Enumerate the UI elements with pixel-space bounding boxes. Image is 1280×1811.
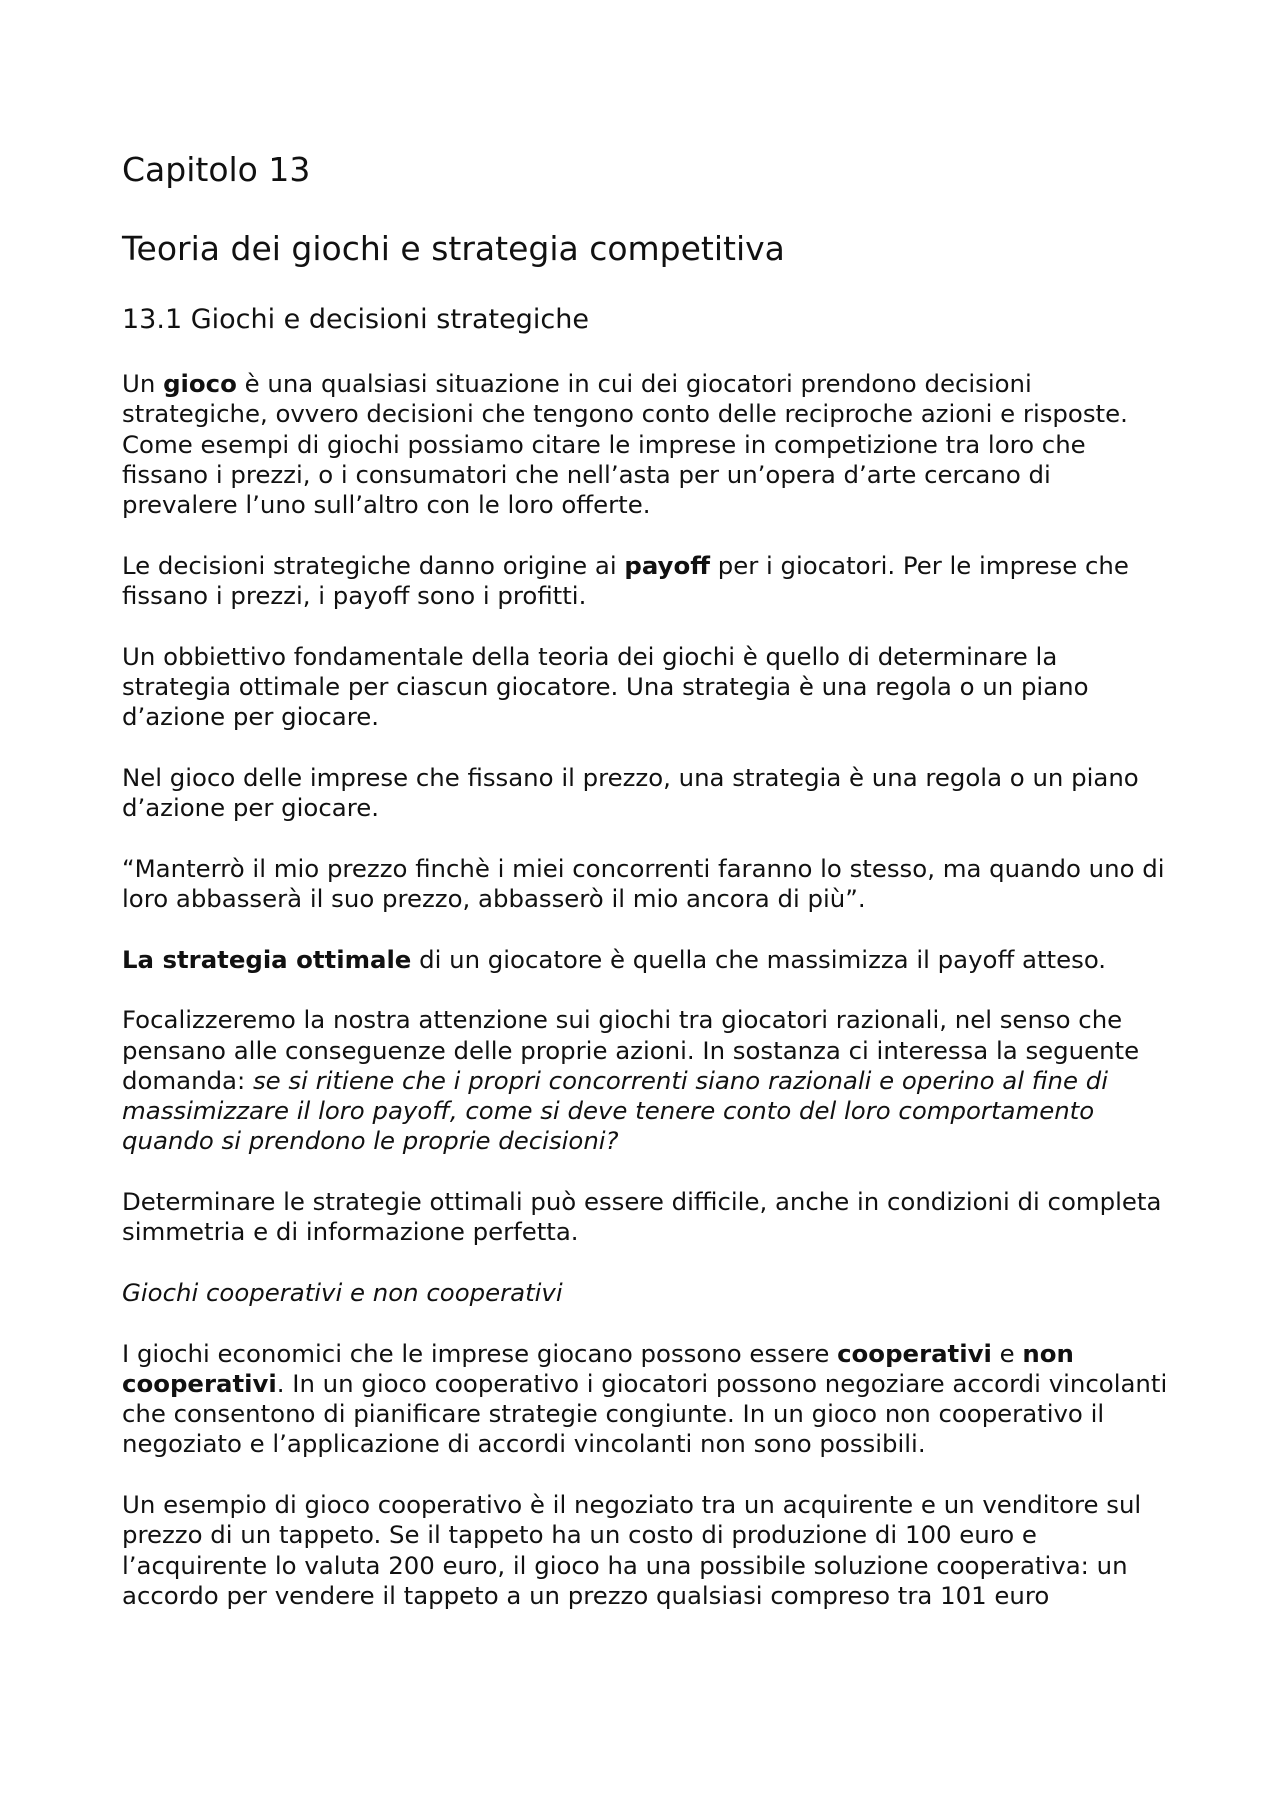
chapter-label: Capitolo 13 [122, 150, 311, 189]
paragraph-4: Nel gioco delle imprese che fissano il prezzo, una strategia è una regola o un piano d’azione per giocare. [122, 762, 1139, 823]
chapter-title: Teoria dei giochi e strategia competitiva [122, 229, 785, 268]
quote-paragraph: “Manterrò il mio prezzo finchè i miei concorrenti faranno lo stesso, ma quando uno di loro abbasserà il suo prezzo, abbasserò il mio ancora di più”. [122, 853, 1165, 914]
paragraph-1: Un gioco è una qualsiasi situazione in cui dei giocatori prendono decisioni strategiche, ovvero decisioni che tengono conto delle reciproche azioni e risposte. Come esempi di giochi possiamo citare le imprese in competizione tra loro che fissano i prezzi, o i consumatori che nell’asta per un’opera d’arte cercano di prevalere l’uno sull’altro con le loro offerte. [122, 369, 1128, 520]
term-non-cooperativi: non cooperativi [122, 1338, 1074, 1398]
term-gioco: gioco [163, 369, 237, 398]
document-body [122, 369, 1174, 1611]
paragraph-2: Le decisioni strategiche danno origine ai payoff per i giocatori. Per le imprese che fissano i prezzi, i payoff sono i profitti. [122, 550, 1129, 611]
section-title: 13.1 Giochi e decisioni strategiche [122, 304, 589, 335]
paragraph-7: Focalizzeremo la nostra attenzione sui giochi tra giocatori razionali, nel senso che pensano alle conseguenze delle proprie azioni. In sostanza ci interessa la seguente domanda: se si ritiene che i propri concorrenti siano razionali e operino al fine di massimizzare il loro payoff, come si deve tenere conto del loro comportamento quando si prendono le proprie decisioni? [122, 1005, 1140, 1156]
paragraph-3: Un obbiettivo fondamentale della teoria dei giochi è quello di determinare la strategia ottimale per ciascun giocatore. Una strategia è una regola o un piano d’azione per giocare. [122, 641, 1089, 732]
term-cooperativi: cooperativi [837, 1338, 992, 1368]
italic-question: se si ritiene che i propri concorrenti siano razionali e operino al fine di massimizzare il loro payoff, come si deve tenere conto del loro comportamento quando si prendono le proprie decisioni? [122, 1065, 1108, 1156]
term-strategia-ottimale: La strategia ottimale [122, 944, 412, 974]
paragraph-6: La strategia ottimale di un giocatore è quella che massimizza il payoff atteso. [122, 944, 1107, 974]
paragraph-9: I giochi economici che le imprese giocano possono essere cooperativi e non cooperativi. In un gioco cooperativo i giocatori possono negoziare accordi vincolanti che consentono di pianificare strategie congiunte. In un gioco non cooperativo il negoziato e l’applicazione di accordi vincolanti non sono possibili. [122, 1338, 1168, 1459]
subheading: Giochi cooperativi e non cooperativi [122, 1277, 563, 1307]
paragraph-8: Determinare le strategie ottimali può essere difficile, anche in condizioni di completa simmetria e di informazione perfetta. [122, 1187, 1162, 1247]
paragraph-10: Un esempio di gioco cooperativo è il negoziato tra un acquirente e un venditore sul prezzo di un tappeto. Se il tappeto ha un costo di produzione di 100 euro e l’acquirente lo valuta 200 euro, il gioco ha una possibile soluzione cooperativa: un accordo per vendere il tappeto a un prezzo qualsiasi compreso tra 101 euro [122, 1489, 1142, 1610]
term-payoff: payoff [624, 550, 710, 580]
